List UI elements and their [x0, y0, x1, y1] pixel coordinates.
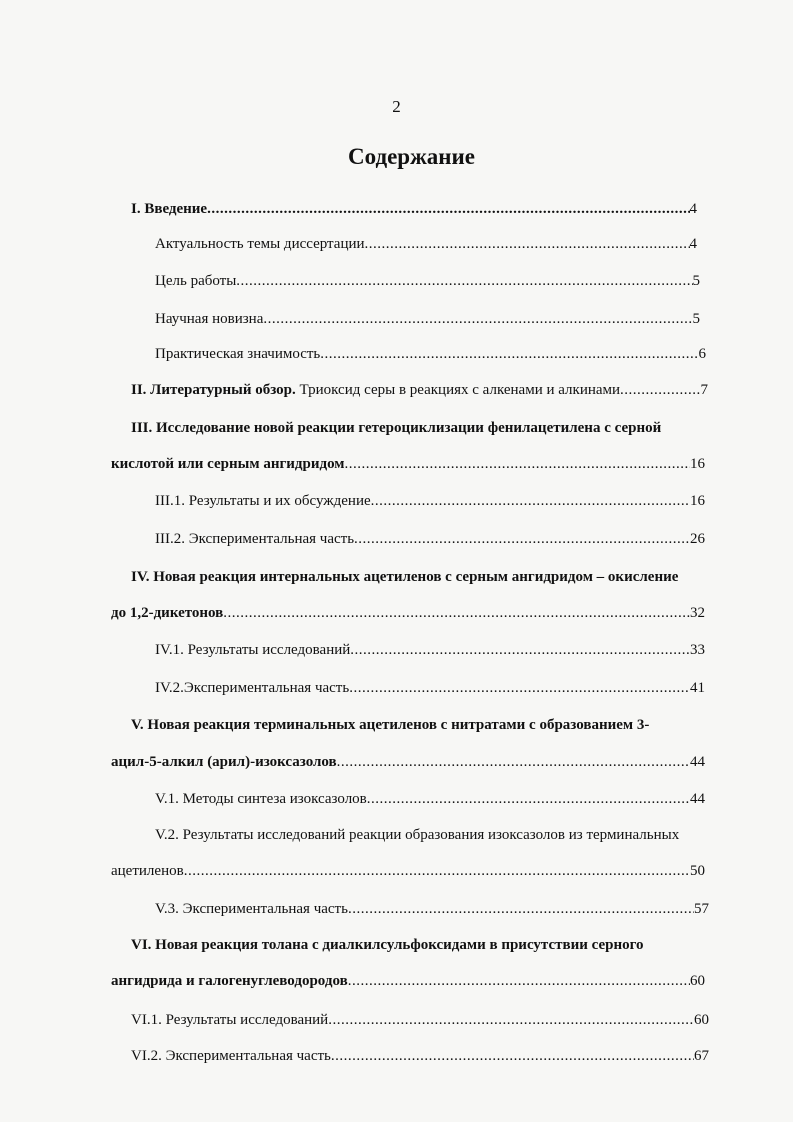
toc-entry-ch3-1 [155, 489, 705, 513]
toc-label: ацетиленов [111, 863, 184, 879]
toc-leader [367, 787, 690, 811]
toc-page: 41 [690, 680, 705, 696]
toc-entry-ch5-3 [155, 897, 709, 921]
toc-label: Научная новизна [155, 311, 264, 327]
toc-leader [345, 452, 690, 476]
toc-entry-practical [155, 342, 706, 366]
toc-label: Актуальность темы диссертации [155, 236, 365, 252]
toc-label: III.1. Результаты и их обсуждение [155, 493, 371, 509]
toc-page: 26 [690, 531, 705, 547]
toc-entry-ch3-2 [155, 527, 705, 551]
toc-page: 44 [690, 754, 705, 770]
toc-entry-ch4-line1: IV. Новая реакция интернальных ацетиленов с серным ангидридом – окисление [131, 569, 679, 585]
toc-entry-goal [155, 269, 700, 293]
toc-page: 32 [690, 605, 705, 621]
toc-label: кислотой или серным ангидридом [111, 456, 345, 472]
toc-label: до 1,2-дикетонов [111, 605, 224, 621]
toc-entry-ch6-1 [131, 1008, 709, 1032]
toc-label: IV.1. Результаты исследований [155, 642, 351, 658]
toc-entry-ch6 [111, 969, 705, 993]
toc-page: 67 [694, 1048, 709, 1064]
toc-label-bold: II. Литературный обзор. [131, 382, 296, 398]
toc-entry-ch5-2-line1: V.2. Результаты исследований реакции образования изоксазолов из терминальных [155, 827, 680, 843]
toc-page: 16 [690, 493, 705, 509]
toc-page: 5 [692, 273, 700, 289]
toc-label: V.1. Методы синтеза изоксазолов [155, 791, 367, 807]
toc-leader [223, 601, 690, 625]
toc-leader [350, 638, 690, 662]
toc-label: Цель работы [155, 273, 237, 289]
toc-page: 5 [692, 311, 700, 327]
toc-entry-ch3 [111, 452, 705, 476]
toc-label: V.3. Экспериментальная часть [155, 901, 348, 917]
toc-entry-relevance [155, 232, 697, 256]
toc-page: 60 [694, 1012, 709, 1028]
toc-page: 16 [690, 456, 705, 472]
page-title: Содержание [348, 144, 475, 169]
toc-label [131, 378, 620, 402]
toc-entry-ch5-1 [155, 787, 705, 811]
toc-entry-novelty [155, 307, 700, 331]
toc-page: 6 [698, 346, 706, 362]
toc-label: I. Введение [131, 201, 208, 217]
toc-page: 7 [700, 382, 708, 398]
toc-leader [320, 342, 698, 366]
toc-leader [371, 489, 690, 513]
toc-leader [263, 307, 692, 331]
toc-entry-ch6-line1: VI. Новая реакция толана с диалкилсульфоксидами в присутствии серного [131, 937, 644, 953]
toc-entry-ch5-2 [111, 859, 705, 883]
toc-page: 44 [690, 791, 705, 807]
toc-label: VI.2. Экспериментальная часть [131, 1048, 331, 1064]
toc-page: 60 [690, 973, 705, 989]
toc-leader [328, 1008, 694, 1032]
toc-leader [348, 897, 694, 921]
toc-leader [365, 232, 690, 256]
toc-leader [184, 859, 690, 883]
toc-page: 57 [694, 901, 709, 917]
toc-leader [348, 969, 690, 993]
toc-page: 50 [690, 863, 705, 879]
toc-label: VI.1. Результаты исследований [131, 1012, 329, 1028]
toc-label: Практическая значимость [155, 346, 321, 362]
toc-label: ангидрида и галогенуглеводородов [111, 973, 348, 989]
toc-leader [620, 378, 700, 402]
toc-page: 4 [689, 201, 697, 217]
toc-entry-ch3-line1: III. Исследование новой реакции гетероциклизации фенилацетилена с серной [131, 420, 662, 436]
toc-entry-ch5-line1: V. Новая реакция терминальных ацетиленов с нитратами с образованием 3- [131, 717, 650, 733]
toc-leader [236, 269, 692, 293]
toc-leader [337, 750, 690, 774]
toc-entry-ch4-2 [155, 676, 705, 700]
toc-label-rest: Триоксид серы в реакциях с алкенами и алкинами [295, 382, 621, 398]
toc-page: 33 [690, 642, 705, 658]
toc-entry-intro [131, 197, 697, 221]
toc-entry-ch6-2 [131, 1044, 709, 1068]
toc-leader [354, 527, 690, 551]
toc-leader [349, 676, 690, 700]
toc-label: ацил-5-алкил (арил)-изоксазолов [111, 754, 337, 770]
page-number: 2 [392, 97, 401, 116]
toc-entry-ch4-1 [155, 638, 705, 662]
toc-entry-review [131, 378, 708, 402]
toc-page: 4 [689, 236, 697, 252]
toc-leader [331, 1044, 694, 1068]
toc-entry-ch4 [111, 601, 705, 625]
toc-label: III.2. Экспериментальная часть [155, 531, 355, 547]
toc-label: IV.2.Экспериментальная часть [155, 680, 350, 696]
toc-entry-ch5 [111, 750, 705, 774]
toc-leader [207, 197, 689, 221]
